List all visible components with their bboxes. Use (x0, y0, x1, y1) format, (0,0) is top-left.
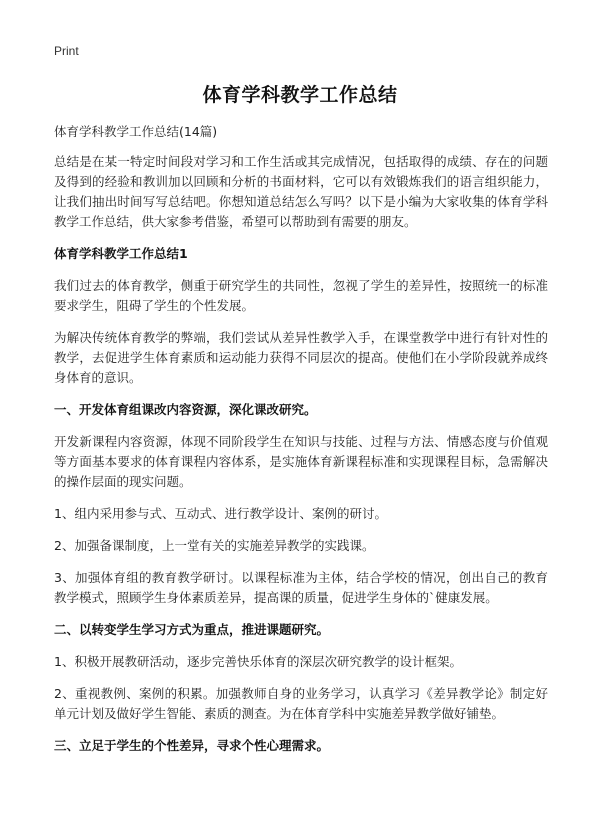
heading-1: 一、开发体育组课改内容资源，深化课改研究。 (54, 402, 317, 417)
list-item: 3、加强体育组的教育教学研讨。以课程标准为主体，结合学校的情况，创出自己的教育教学模式，照顾学生身体素质差异，提高课的质量，促进学生身体的`健康发展。 (54, 570, 548, 605)
paragraph: 我们过去的体育教学，侧重于研究学生的共同性，忽视了学生的差异性，按照统一的标准要求学生，阻碍了学生的个性发展。 (54, 278, 548, 313)
list-item: 2、加强备课制度，上一堂有关的实施差异教学的实践课。 (54, 538, 375, 553)
list-item: 1、组内采用参与式、互动式、进行教学设计、案例的研讨。 (54, 506, 387, 521)
document-body (54, 122, 548, 768)
section-1-title: 体育学科教学工作总结1 (54, 246, 188, 261)
heading-2: 二、以转变学生学习方式为重点，推进课题研究。 (54, 622, 330, 637)
paragraph: 为解决传统体育教学的弊端，我们尝试从差异性教学入手，在课堂教学中进行有针对性的教学，去促进学生体育素质和运动能力获得不同层次的提高。使他们在小学阶段就养成终身体育的意识。 (54, 330, 548, 385)
list-item: 1、积极开展教研活动，逐步完善快乐体育的深层次研究教学的设计框架。 (54, 654, 462, 669)
print-link[interactable]: Print (54, 44, 79, 58)
list-item: 2、重视教例、案例的积累。加强教师自身的业务学习，认真学习《差异教学论》制定好单元计划及做好学生智能、素质的测查。为在体育学科中实施差异教学做好铺垫。 (54, 686, 548, 721)
paragraph: 开发新课程内容资源，体现不同阶段学生在知识与技能、过程与方法、情感态度与价值观等方面基本要求的体育课程内容体系，是实施体育新课程标准和实现课程目标，急需解决的操作层面的现实问题。 (54, 434, 548, 489)
page-title: 体育学科教学工作总结 (202, 84, 398, 106)
heading-3: 三、立足于学生的个性差异，寻求个性心理需求。 (54, 738, 330, 753)
document-subtitle: 体育学科教学工作总结(14篇) (54, 124, 218, 139)
intro-paragraph: 总结是在某一特定时间段对学习和工作生活或其完成情况，包括取得的成绩、存在的问题及得到的经验和教训加以回顾和分析的书面材料，它可以有效锻炼我们的语言组织能力，让我们抽出时间写写总结吧。你想知道总结怎么写吗？以下是小编为大家收集的体育学科教学工作总结，供大家参考借鉴，希望可以帮助到有需要的朋友。 (54, 154, 548, 229)
